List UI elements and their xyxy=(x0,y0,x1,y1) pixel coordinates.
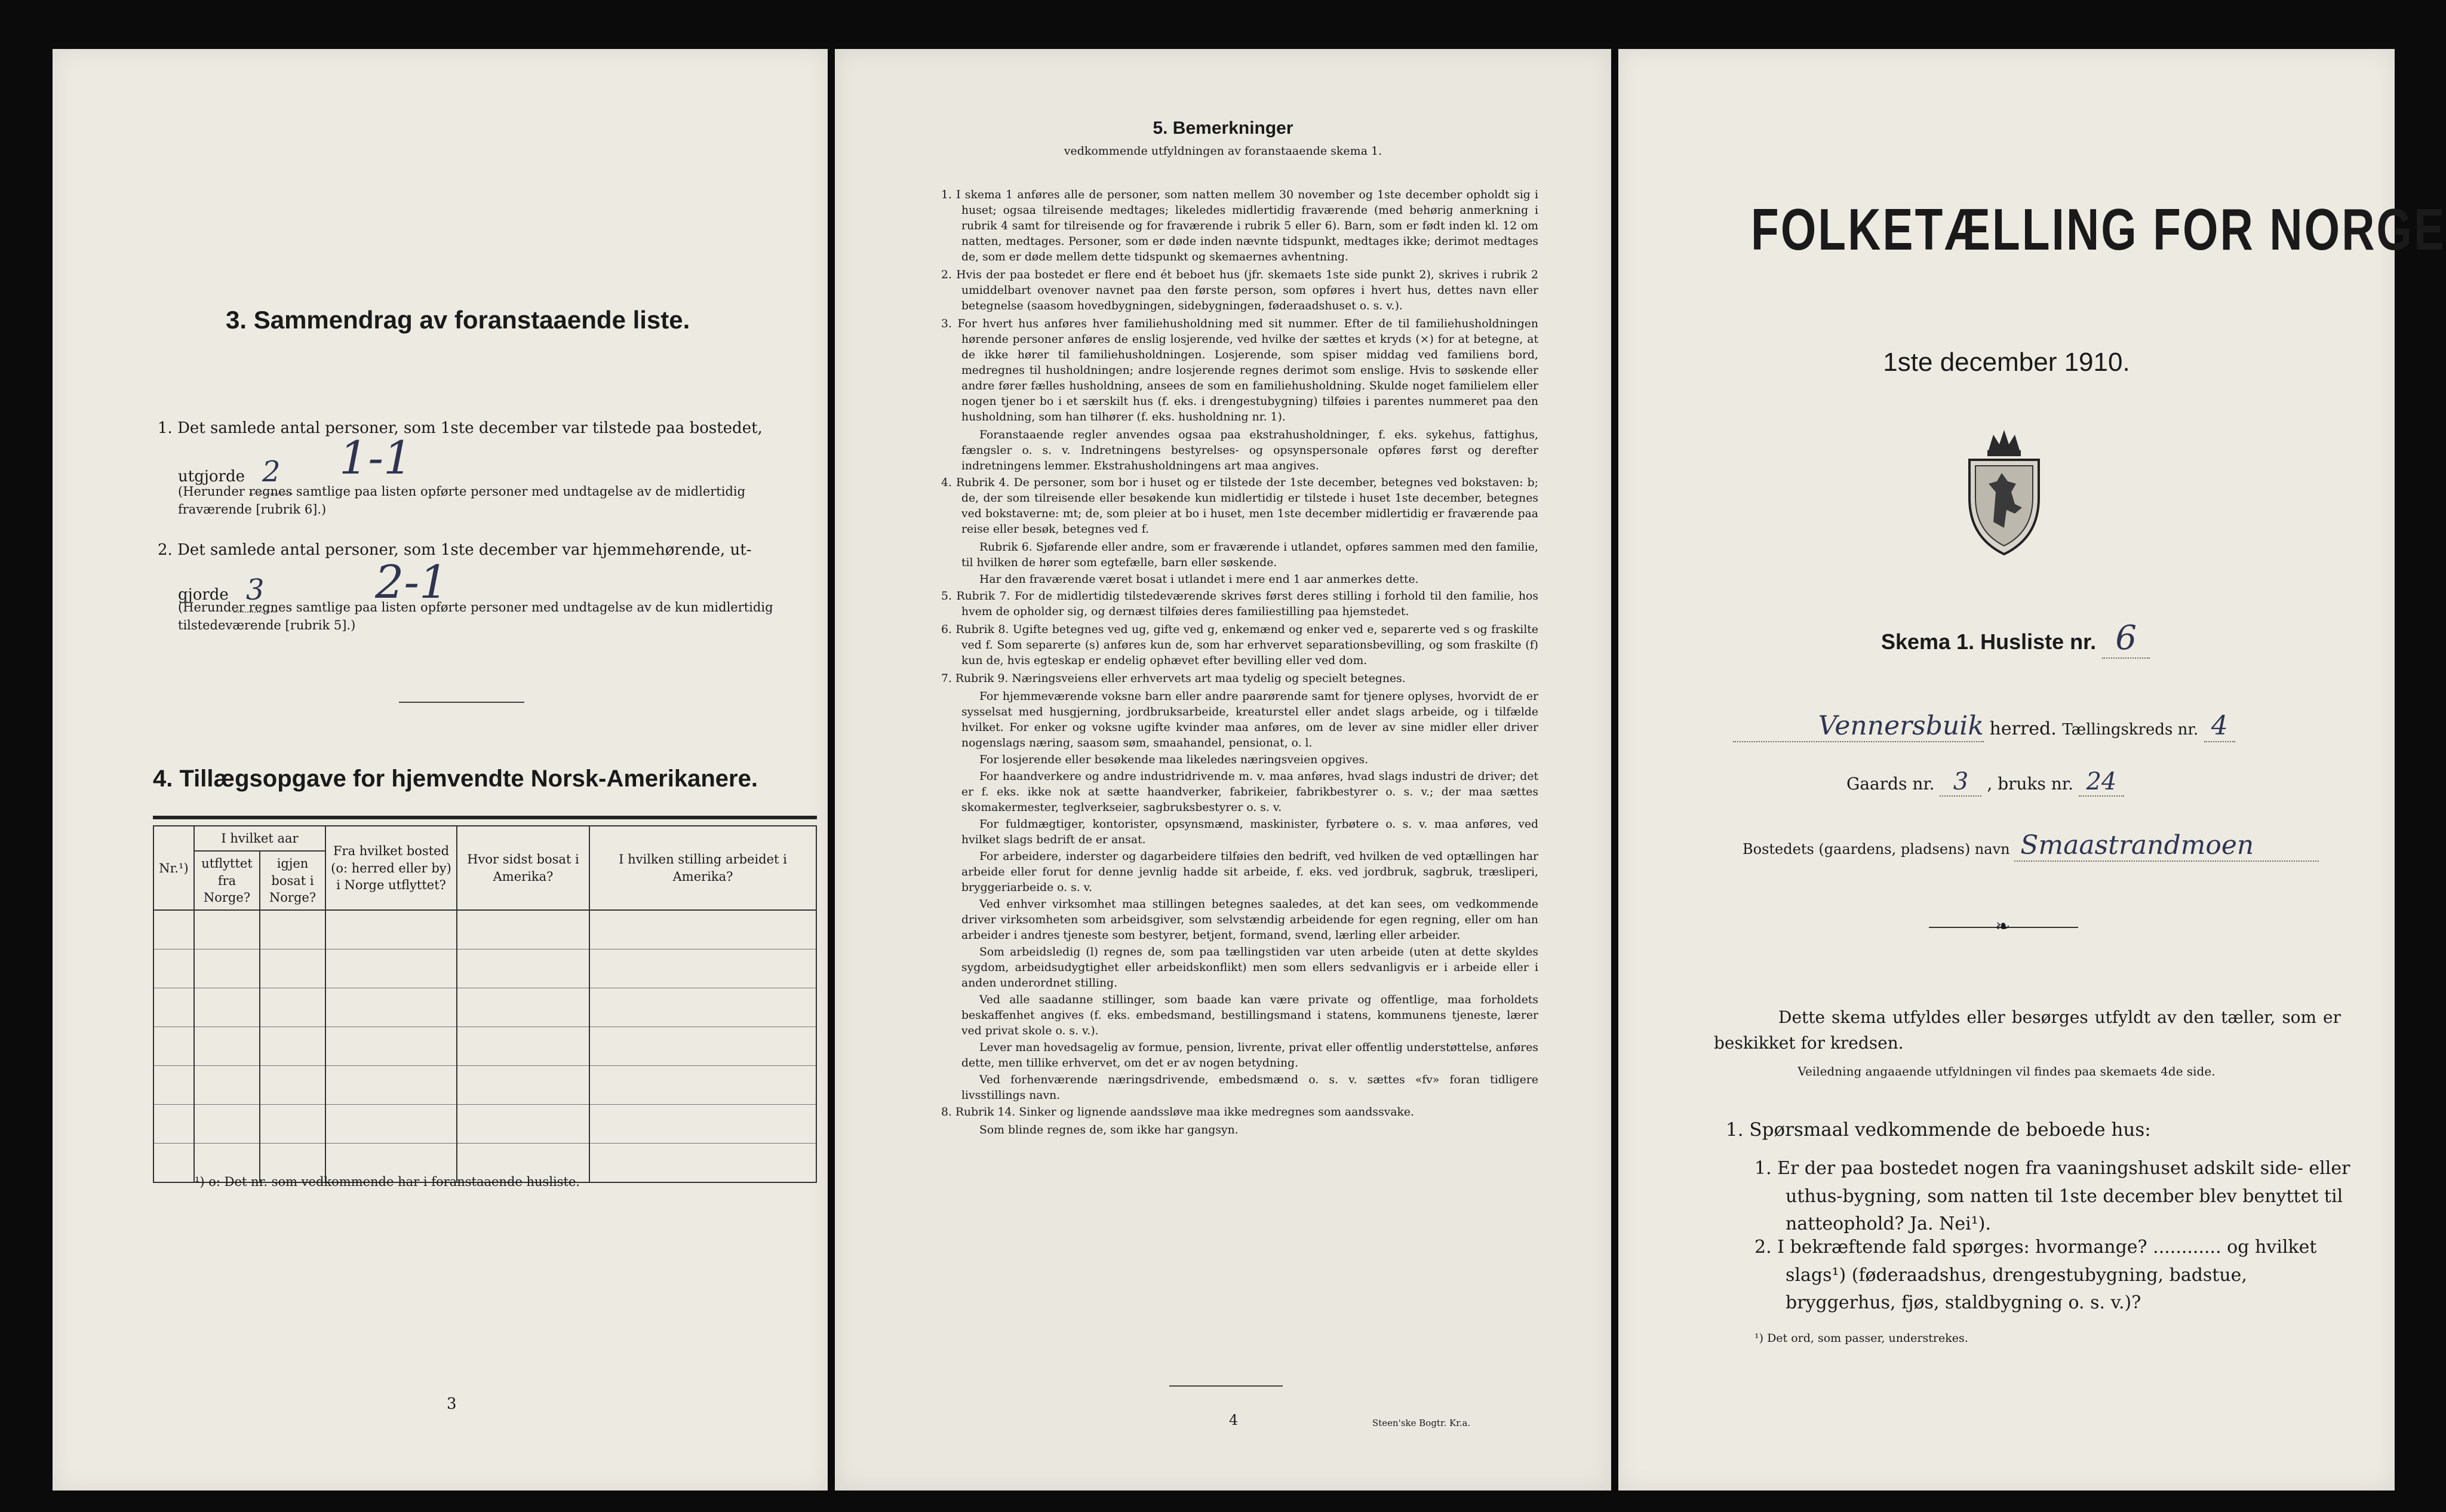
remark-7g: Som arbeidsledig (l) regnes de, som paa tællingstiden var uten arbeide (uten at dette skyldes sygdom, arbeidsudygtighet eller arbeidskonflikt) men som ellers sedvanligvis er i arbeide eller i anden underordnet stilling. xyxy=(961,946,1538,989)
section4-footnote: ¹) o: Det nr. som vedkommende har i foranstaaende husliste. xyxy=(195,1175,580,1189)
bosted-value: Smaastrandmoen xyxy=(2014,830,2319,862)
remark-3-cont: Foranstaaende regler anvendes ogsaa paa ekstrahusholdninger, f. eks. sykehus, fattighus, fængsler o. s. v. Indretningens bestyrelses- og opsynspersonale opføres først og derefter indretningens lemmer. Ekstrahusholdningens art maa angives. xyxy=(961,429,1538,472)
question-1: 1. Er der paa bostedet nogen fra vaaningshuset adskilt side- eller uthus-bygning, som natten til 1ste december blev benyttet til natteophold? Ja. Nei¹). xyxy=(1754,1158,2350,1234)
remark-5: 5. Rubrik 7. For de midlertidig tilstedeværende skrives først deres stilling i forhold til den familie, hos hvem de opholder sig, og dernæst tilføies deres familiestilling paa hjemstedet. xyxy=(941,590,1538,618)
remarks-subtitle: vedkommende utfyldningen av foranstaaende skema 1. xyxy=(1064,145,1382,158)
herred-label: herred. xyxy=(1989,718,2057,739)
bruks-value: 24 xyxy=(2079,768,2124,797)
section3-title: 3. Sammendrag av foranstaaende liste. xyxy=(226,306,690,334)
gaards-value: 3 xyxy=(1940,768,1981,797)
question-2: 2. I bekræftende fald spørges: hvormange? ............ og hvilket slags¹) (føderaadshus, drengestubygning, badstue, bryggerhus, fjøs, staldbygning o. s. v.)? xyxy=(1754,1237,2317,1313)
page-number-3: 3 xyxy=(447,1395,457,1413)
ornament-icon: ❧ xyxy=(1995,916,2011,937)
table-row xyxy=(153,949,816,988)
col-group-year: I hvilket aar xyxy=(194,826,325,851)
gaards-label: Gaards nr. xyxy=(1846,774,1935,794)
remark-7c: For haandverkere og andre industridrivende m. v. maa anføres, hvad slags industri de driver; det er f. eks. ikke nok at sætte haandverker, fabrikeier, fabrikbestyrer o. s. v.; der maa sættes skomakermester, teglverkseier, sagbruksbestyrer o. s. v. xyxy=(961,770,1538,814)
remark-8-cont: Som blinde regnes de, som ikke har gangsyn. xyxy=(979,1124,1239,1136)
remark-6: 6. Rubrik 8. Ugifte betegnes ved ug, gifte ved g, enkemænd og enker ved e, separerte ved s og fraskilte ved f. Som separerte (s) anføres kun de, som har erhvervet separationsbevilling, og som fraskilte (f) kun de, hvis egteskap er endelig ophævet efter bevilling eller ved dom. xyxy=(941,623,1538,667)
remark-3: 3. For hvert hus anføres hver familiehusholdning med sit nummer. Efter de til familiehusholdningen hørende personer anføres de enslig losjerende, ved hvilke der sættes et kryds (×) for at betegne, at de ikke hører til familiehusholdningen. Losjerende, som spiser middag ved familiens bord, medregnes til husholdningen; andre losjerende regnes derimot som enslige. Hvis to søskende eller andre fører fælles husholdning, ansees de som en familiehusholdning. Skulde noget familielem eller nogen tjener bo i et særskilt hus (f. eks. i drengestubygning) tilføies i parentes nummeret paa den husholdning, som han tilhører (f. eks. husholdning nr. 1). xyxy=(941,318,1538,423)
remark-7a: For hjemmeværende voksne barn eller andre paarørende samt for tjenere oplyses, hvorvidt de er sysselsat med husgjerning, jordbruksarbeide, kreaturstel eller andet slags arbeide, og i tilfælde hvilket. For enker og voksne ugifte kvinder maa anføres, om de lever av sine midler eller driver nogenslags næring, saasom søm, smaahandel, pensionat, o. l. xyxy=(961,690,1538,749)
table-top-rule xyxy=(153,816,817,819)
table-row xyxy=(153,1066,816,1105)
remark-7e: For arbeidere, inderster og dagarbeidere tilføies den bedrift, ved hvilken de ved optællingen har arbeide eller forut for denne jevnlig hadde sit arbeide, f. eks. ved jordbruk, sagbruk, træsliperi, bryggeriarbeide o. s. v. xyxy=(961,850,1538,894)
table-row xyxy=(153,910,816,949)
col-igjen-bosat: igjen bosat i Norge? xyxy=(260,851,325,910)
section3-item2: 2. Det samlede antal personer, som 1ste december var hjemmehørende, ut- xyxy=(158,541,752,559)
remark-8: 8. Rubrik 14. Sinker og lignende aandssløve maa ikke medregnes som aandssvake. xyxy=(941,1106,1414,1118)
norsk-amerikanere-table xyxy=(153,825,817,1183)
husliste-number: 6 xyxy=(2102,619,2150,659)
census-date: 1ste december 1910. xyxy=(1883,348,2130,377)
remark-7: 7. Rubrik 9. Næringsveiens eller erhvervets art maa tydelig og specielt betegnes. xyxy=(941,672,1406,685)
col-sidst-bosat: Hvor sidst bosat i Amerika? xyxy=(457,826,589,910)
page-right xyxy=(1618,49,2446,1491)
kreds-label: Tællingskreds nr. xyxy=(2062,721,2199,739)
page-middle xyxy=(835,49,1611,1491)
printer-mark: Steen'ske Bogtr. Kr.a. xyxy=(1372,1418,1471,1428)
coat-of-arms-icon xyxy=(1965,426,2044,558)
intro-note: Veiledning angaaende utfyldningen vil findes paa skemaets 4de side. xyxy=(1797,1064,2215,1078)
divider xyxy=(1169,1385,1283,1387)
section4-title: 4. Tillægsopgave for hjemvendte Norsk-Amerikanere. xyxy=(153,766,758,792)
table-row xyxy=(153,1105,816,1144)
col-fra-bosted: Fra hvilket bosted (o: herred eller by) i Norge utflyttet? xyxy=(325,826,457,910)
table-row xyxy=(153,1027,816,1066)
item2-handwritten: 2-1 xyxy=(375,555,448,609)
item1-handwritten: 1-1 xyxy=(339,431,413,484)
remarks-body xyxy=(941,188,1538,1139)
item1-note: (Herunder regnes samtlige paa listen opførte personer med undtagelse av de midlertidig fraværende [rubrik 6].) xyxy=(178,484,746,517)
remark-2: 2. Hvis der paa bostedet er flere end ét beboet hus (jfr. skemaets 1ste side punkt 2), skrives i rubrik 2 umiddelbart ovenover navnet paa den første person, som opføres i hvert hus, dettes navn eller betegnelse (saasom hovedbygningen, sidebygningen, føderaadshuset o. s. v.). xyxy=(941,269,1538,312)
section3-item1: 1. Det samlede antal personer, som 1ste december var tilstede paa bostedet, xyxy=(158,419,763,437)
item2-utgjorde-label: gjorde xyxy=(178,586,229,604)
remark-7d: For fuldmægtiger, kontorister, opsynsmænd, maskinister, fyrbøtere o. s. v. maa anføres, ved hvilket slags bedrift de er ansat. xyxy=(961,818,1538,846)
remark-7h: Ved alle saadanne stillinger, som baade kan være private og offentlige, maa forholdets beskaffenhet angives (f. eks. embedsmand, bestillingsmand i statens, kommunens tjeneste, lærer ved privat skole o. s. v.). xyxy=(961,994,1538,1037)
col-nr: Nr.¹) xyxy=(153,826,194,910)
remark-4-note: Har den fraværende været bosat i utlandet i mere end 1 aar anmerkes dette. xyxy=(979,573,1419,586)
remark-7j: Ved forhenværende næringsdrivende, embedsmænd o. s. v. sættes «fv» foran tidligere livsstillings navn. xyxy=(961,1074,1538,1102)
remark-7b: For losjerende eller besøkende maa likeledes næringsveien opgives. xyxy=(979,754,1369,766)
col-utflyttet: utflyttet fra Norge? xyxy=(194,851,260,910)
questions-heading: 1. Spørsmaal vedkommende de beboede hus: xyxy=(1726,1119,2151,1141)
col-stilling: I hvilken stilling arbeidet i Amerika? xyxy=(589,826,816,910)
remarks-title: 5. Bemerkninger xyxy=(1153,118,1293,138)
divider xyxy=(399,702,524,703)
bruks-label: , bruks nr. xyxy=(1987,774,2074,794)
bosted-label: Bostedets (gaardens, pladsens) navn xyxy=(1743,841,2010,858)
page-left xyxy=(53,49,828,1491)
remark-7i: Lever man hovedsagelig av formue, pension, livrente, privat eller offentlig understøttelse, anføres dette, men tillike erhvervet, om det er av nogen betydning. xyxy=(961,1041,1538,1070)
kreds-value: 4 xyxy=(2204,711,2235,742)
main-title: FOLKETÆLLING FOR NORGE xyxy=(1751,196,2446,262)
table-row xyxy=(153,988,816,1027)
herred-value: Vennersbuik xyxy=(1733,711,1984,742)
remark-1: 1. I skema 1 anføres alle de personer, som natten mellem 30 november og 1ste december opholdt sig i huset; ogsaa tilreisende medtages; likeledes midlertidig fraværende (med behørig anmerkning i rubrik 4 samt for tilreisende og for fraværende i rubrik 5 eller 6). Barn, som er født inden kl. 12 om natten, medtages. Personer, som er døde inden nævnte tidspunkt, medtages ikke; derimot medtages de, som er døde mellem dette tidspunkt og skemaernes avhentning. xyxy=(941,189,1538,263)
item2-value: 3 xyxy=(233,568,276,613)
page-number-4: 4 xyxy=(1229,1412,1239,1428)
remark-4: 4. Rubrik 4. De personer, som bor i huset og er tilstede der 1ste december, betegnes ved bokstaven: b; de, der som tilreisende eller besøkende kun midlertidig er tilstede i huset 1ste december, betegnes ved bokstaverne: mt; de, som pleier at bo i huset, men 1ste december midlertidig er fraværende paa reise eller besøk, betegnes ved f. xyxy=(941,477,1538,536)
item1-value: 2 xyxy=(250,450,293,494)
remark-4-rubrik6: Rubrik 6. Sjøfarende eller andre, som er fraværende i utlandet, opføres sammen med den familie, til hvilken de hører som egtefælle, barn eller søskende. xyxy=(961,541,1538,569)
item2-note: (Herunder regnes samtlige paa listen opførte personer med undtagelse av de kun midlertidig tilstedeværende [rubrik 5].) xyxy=(178,600,773,633)
item1-utgjorde-label: utgjorde xyxy=(178,468,245,485)
intro-text: Dette skema utfyldes eller besørges utfyldt av den tæller, som er beskikket for kredsen. xyxy=(1714,1007,2341,1053)
schema-label: Skema 1. Husliste nr. xyxy=(1881,629,2097,654)
footnote: ¹) Det ord, som passer, understrekes. xyxy=(1754,1332,1968,1345)
remark-7f: Ved enhver virksomhet maa stillingen betegnes saaledes, at det kan sees, om vedkommende driver virksomheten som arbeidsgiver, som selvstændig arbeidende for egen regning, eller om han arbeider i andres tjeneste som bestyrer, betjent, formand, svend, lærling eller arbeider. xyxy=(961,898,1538,942)
